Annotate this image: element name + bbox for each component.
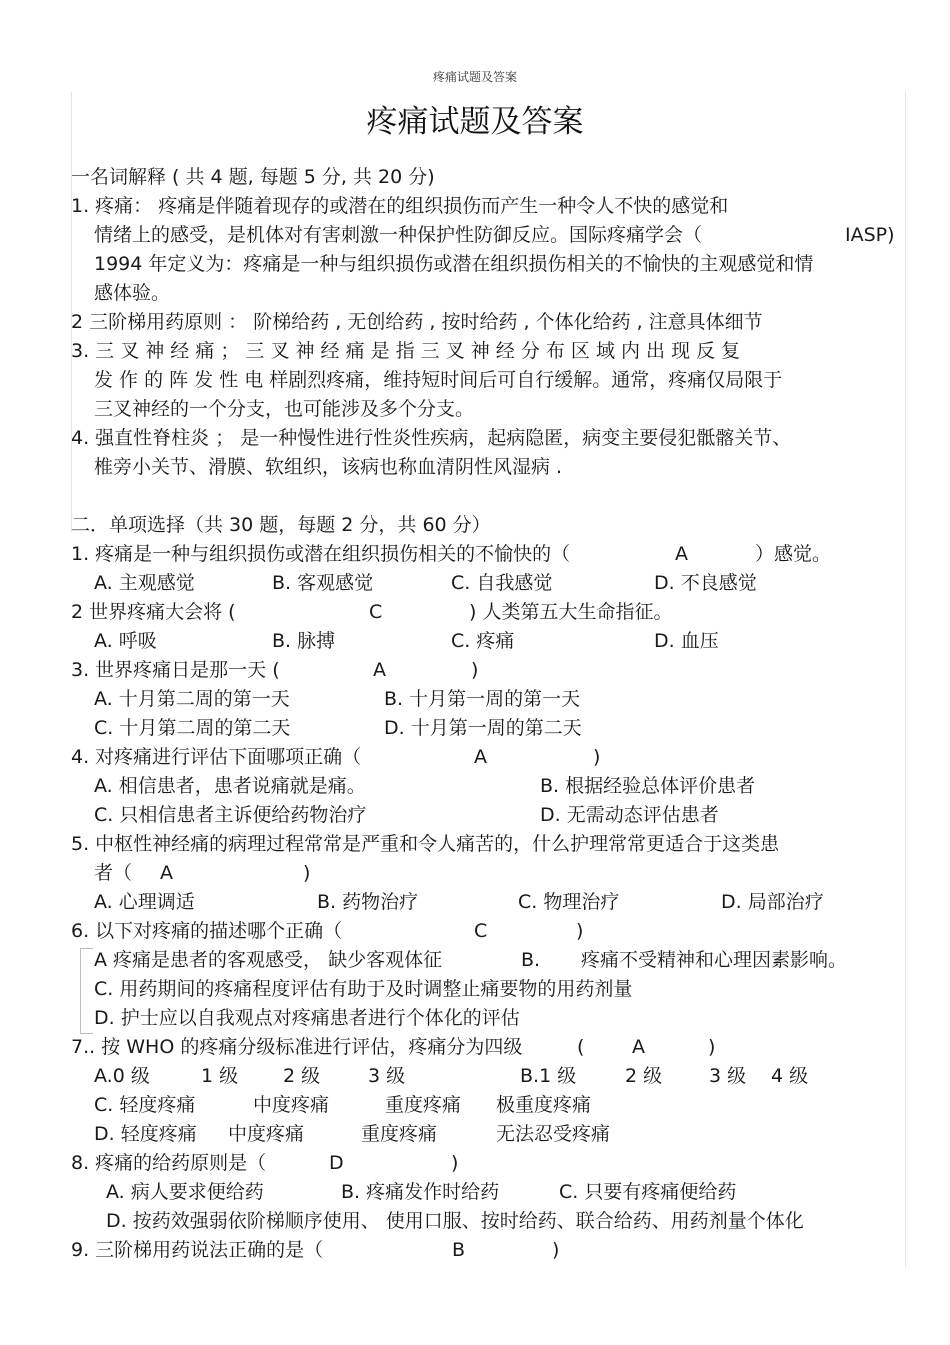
answer-3: A xyxy=(373,659,386,681)
answer-7: A xyxy=(632,1036,645,1058)
term-4-line: 4. 强直性脊柱炎 ； 是一种慢性进行性炎性疾病，起病隐匿，病变主要侵犯骶髂关节、 xyxy=(71,427,792,449)
question-1-options: A. 主观感觉 B. 客观感觉 C. 自我感觉 D. 不良感觉 xyxy=(94,572,757,594)
question-5-options: A. 心理调适 B. 药物治疗 C. 物理治疗 D. 局部治疗 xyxy=(94,891,824,913)
question-2: 2 世界疼痛大会将 ( C ) 人类第五大生命指征。 xyxy=(71,598,901,627)
question-8-options: A. 病人要求便给药 B. 疼痛发作时给药 C. 只要有疼痛便给药 xyxy=(106,1181,737,1203)
term-1-line: 感体验。 xyxy=(94,282,171,304)
question-8: 8. 疼痛的给药原则是（ D ) xyxy=(71,1149,901,1178)
question-9: 9. 三阶梯用药说法正确的是（ B ) xyxy=(71,1236,901,1265)
answer-1: A xyxy=(675,543,688,565)
question-5: 5. 中枢性神经痛的病理过程常常是严重和令人痛苦的，什么护理常常更适合于这类患 xyxy=(71,833,780,855)
term-1-line: 1. 疼痛： 疼痛是伴随着现存的或潜在的组织损伤而产生一种令人不快的感觉和 xyxy=(71,195,729,217)
answer-9: B xyxy=(452,1239,466,1261)
answer-5: A xyxy=(160,862,173,884)
question-4-options: C. 只相信患者主诉便给药物治疗 D. 无需动态评估患者 xyxy=(94,804,719,826)
document-body xyxy=(71,163,901,1265)
question-5: 者（ A ) xyxy=(71,859,901,888)
question-1: 1. 疼痛是一种与组织损伤或潜在组织损伤相关的不愉快的（ A ）感觉。 xyxy=(71,540,901,569)
term-3-line: 发 作 的 阵 发 性 电 样剧烈疼痛，维持短时间后可自行缓解。通常，疼痛仅局限于 xyxy=(94,369,783,391)
question-3-options: C. 十月第二周的第二天 D. 十月第一周的第二天 xyxy=(94,717,582,739)
iasp-label: IASP) xyxy=(845,224,895,246)
question-4: 4. 对疼痛进行评估下面哪项正确（ A ) xyxy=(71,743,901,772)
question-4-options: A. 相信患者，患者说痛就是痛。 B. 根据经验总体评价患者 xyxy=(94,775,756,797)
document-title: 疼痛试题及答案 xyxy=(366,104,584,140)
question-6-options: C. 用药期间的疼痛程度评估有助于及时调整止痛要物的用药剂量 xyxy=(94,978,633,1000)
term-3-line: 3. 三 叉 神 经 痛 ； 三 叉 神 经 痛 是 指 三 叉 神 经 分 布 区 域 内 出 现 反 复 xyxy=(71,340,741,362)
question-3-options: A. 十月第二周的第一天 B. 十月第一周的第一天 xyxy=(94,688,581,710)
question-2-options: A. 呼吸 B. 脉搏 C. 疼痛 D. 血压 xyxy=(94,630,719,652)
right-margin-line xyxy=(905,92,906,1267)
question-7-options: C. 轻度疼痛 中度疼痛 重度疼痛 极重度疼痛 xyxy=(94,1094,592,1116)
question-7: 7.. 按 WHO 的疼痛分级标准进行评估，疼痛分为四级 ( A ) xyxy=(71,1033,901,1062)
question-6: 6. 以下对疼痛的描述哪个正确（ C ) xyxy=(71,917,901,946)
question-8-options: D. 按药效强弱依阶梯顺序使用、 使用口服、按时给药、联合给药、用药剂量个体化 xyxy=(106,1210,804,1232)
section-1-heading: 一名词解释 ( 共 4 题, 每题 5 分, 共 20 分) xyxy=(71,166,435,188)
term-4-line: 椎旁小关节、滑膜、软组织，该病也称血清阴性风湿病 . xyxy=(94,456,563,478)
question-6-options: A 疼痛是患者的客观感受， 缺少客观体征 B. 疼痛不受精神和心理因素影响。 xyxy=(94,949,848,971)
answer-6: C xyxy=(474,920,488,942)
answer-4: A xyxy=(474,746,487,768)
answer-2: C xyxy=(369,601,383,623)
term-1-line: 情绪上的感受，是机体对有害刺激一种保护性防御反应。国际疼痛学会（ IASP) xyxy=(71,221,901,250)
question-6-options: D. 护士应以自我观点对疼痛患者进行个体化的评估 xyxy=(94,1007,520,1029)
answer-8: D xyxy=(329,1152,344,1174)
term-2-line: 2 三阶梯用药原则 ： 阶梯给药 , 无创给药 , 按时给药 , 个体化给药 , 注意具体细节 xyxy=(71,311,763,333)
page-header: 疼痛试题及答案 xyxy=(432,70,517,84)
question-7-options: A.0 级 1 级 2 级 3 级 B.1 级 2 级 3 级 4 级 xyxy=(94,1065,809,1087)
term-3-line: 三叉神经的一个分支，也可能涉及多个分支。 xyxy=(94,398,475,420)
question-7-options: D. 轻度疼痛 中度疼痛 重度疼痛 无法忍受疼痛 xyxy=(94,1123,611,1145)
section-2-heading: 二．单项选择（共 30 题，每题 2 分，共 60 分） xyxy=(71,514,491,536)
question-3: 3. 世界疼痛日是那一天 ( A ) xyxy=(71,656,901,685)
term-1-line: 1994 年定义为：疼痛是一种与组织损伤或潜在组织损伤相关的不愉快的主观感觉和情 xyxy=(94,253,814,275)
